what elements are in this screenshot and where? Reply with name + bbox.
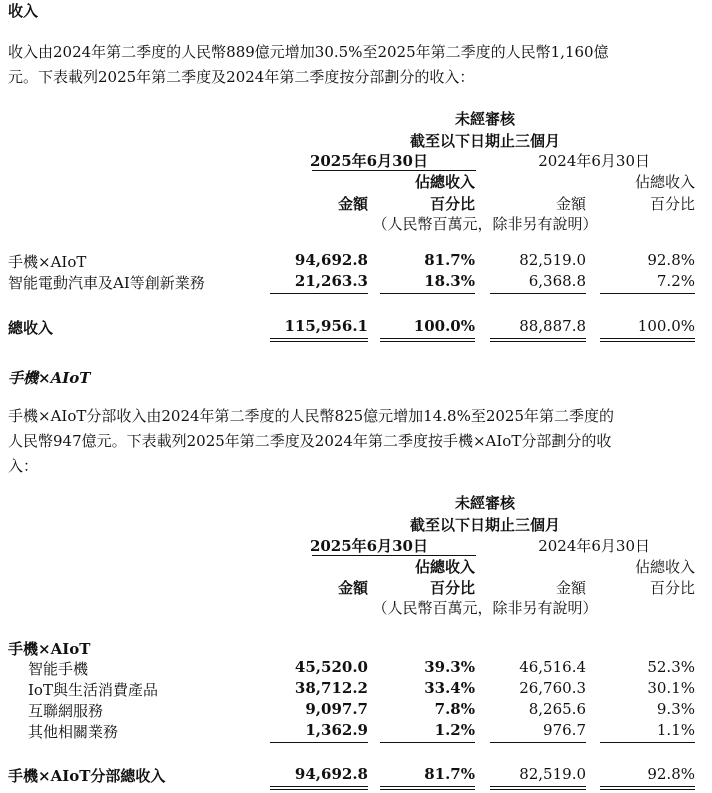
row-amount-2024: 976.7 [543,721,586,739]
header-unit: （人民幣百萬元，除非另有說明） [372,599,598,617]
section-title-revenue: 收入 [8,2,39,20]
table-row [0,658,712,680]
row-label: 互聯網服務 [28,702,104,720]
table-row [0,700,712,722]
header-period: 截至以下日期止三個月 [409,132,560,150]
header-pct-2025: 百分比 [429,579,475,597]
row-amount-2024: 8,265.6 [528,700,586,718]
row-pct-2025: 39.3% [424,658,475,676]
table-row [0,251,712,273]
row-pct-2024: 9.3% [656,700,695,718]
header-pct-2024: 百分比 [649,195,695,213]
row-pct-2024: 92.8% [647,765,695,783]
row-amount-2025: 94,692.8 [294,765,368,783]
table-row [0,721,712,743]
header-amount-2025: 金額 [337,195,368,213]
row-amount-2024: 82,519.0 [519,251,586,269]
table-row [0,679,712,701]
row-pct-2024: 1.1% [656,721,695,739]
row-amount-2024: 82,519.0 [519,765,586,783]
header-unit: （人民幣百萬元，除非另有說明） [372,215,598,233]
row-amount-2025: 1,362.9 [305,721,368,739]
group-label: 手機×AIoT [8,640,91,658]
row-amount-2025: 21,263.3 [294,272,368,290]
row-amount-2025: 115,956.1 [284,317,368,335]
paragraph-line: 入： [8,457,39,475]
header-date-2025: 2025年6月30日 [309,537,428,555]
header-pct-top-2025: 佔總收入 [414,173,475,191]
header-pct-top-2024: 佔總收入 [634,558,695,576]
row-pct-2025: 33.4% [424,679,475,697]
row-pct-2025: 100.0% [413,317,475,335]
row-pct-2024: 100.0% [637,317,695,335]
header-pct-2025: 百分比 [429,195,475,213]
table-row-total [0,765,712,787]
row-label: 其他相關業務 [28,723,119,741]
row-pct-2024: 92.8% [647,251,695,269]
table-row [0,272,712,294]
row-label: 智能電動汽車及AI等創新業務 [8,274,205,292]
header-pct-2024: 百分比 [649,579,695,597]
row-pct-2025: 81.7% [424,251,475,269]
row-pct-2025: 81.7% [424,765,475,783]
row-amount-2025: 45,520.0 [294,658,368,676]
paragraph-line: 收入由2024年第二季度的人民幣889億元增加30.5%至2025年第二季度的人民幣1,160億 [8,43,609,61]
row-pct-2024: 7.2% [656,272,695,290]
row-pct-2024: 30.1% [647,679,695,697]
revenue-paragraph [8,40,704,90]
row-amount-2025: 38,712.2 [294,679,368,697]
header-amount-2024: 金額 [555,195,586,213]
row-amount-2025: 94,692.8 [294,251,368,269]
row-pct-2024: 52.3% [647,658,695,676]
row-amount-2024: 6,368.8 [528,272,586,290]
group-label-row [0,638,712,660]
paragraph-line: 手機×AIoT分部收入由2024年第二季度的人民幣825億元增加14.8%至2025年第二季度的 [8,407,614,425]
row-label: 總收入 [8,319,54,337]
section-title-smartphone-aiot: 手機×AIoT [8,369,91,387]
row-amount-2024: 46,516.4 [519,658,586,676]
table-row-total [0,317,712,339]
header-amount-2024: 金額 [555,579,586,597]
row-pct-2025: 18.3% [424,272,475,290]
header-amount-2025: 金額 [337,579,368,597]
row-amount-2024: 88,887.8 [519,317,586,335]
row-label: 智能手機 [28,660,89,678]
row-pct-2025: 1.2% [434,721,475,739]
row-label: IoT與生活消費產品 [28,681,158,699]
smartphone-aiot-paragraph [8,404,704,479]
header-period: 截至以下日期止三個月 [409,516,560,534]
header-date-2025: 2025年6月30日 [309,152,428,170]
header-pct-top-2024: 佔總收入 [634,173,695,191]
row-amount-2024: 26,760.3 [519,679,586,697]
header-date-2024: 2024年6月30日 [538,152,650,170]
row-label: 手機×AIoT [8,253,87,271]
header-unaudited: 未經審核 [454,494,515,512]
paragraph-line: 人民幣947億元。下表載列2025年第二季度及2024年第二季度按手機×AIoT分部劃分的收 [8,432,612,450]
paragraph-line: 元。下表載列2025年第二季度及2024年第二季度按分部劃分的收入： [8,68,475,86]
header-date-2024: 2024年6月30日 [538,537,650,555]
row-label: 手機×AIoT分部總收入 [8,767,166,785]
row-pct-2025: 7.8% [434,700,475,718]
header-unaudited: 未經審核 [454,110,515,128]
row-amount-2025: 9,097.7 [305,700,368,718]
header-pct-top-2025: 佔總收入 [414,558,475,576]
